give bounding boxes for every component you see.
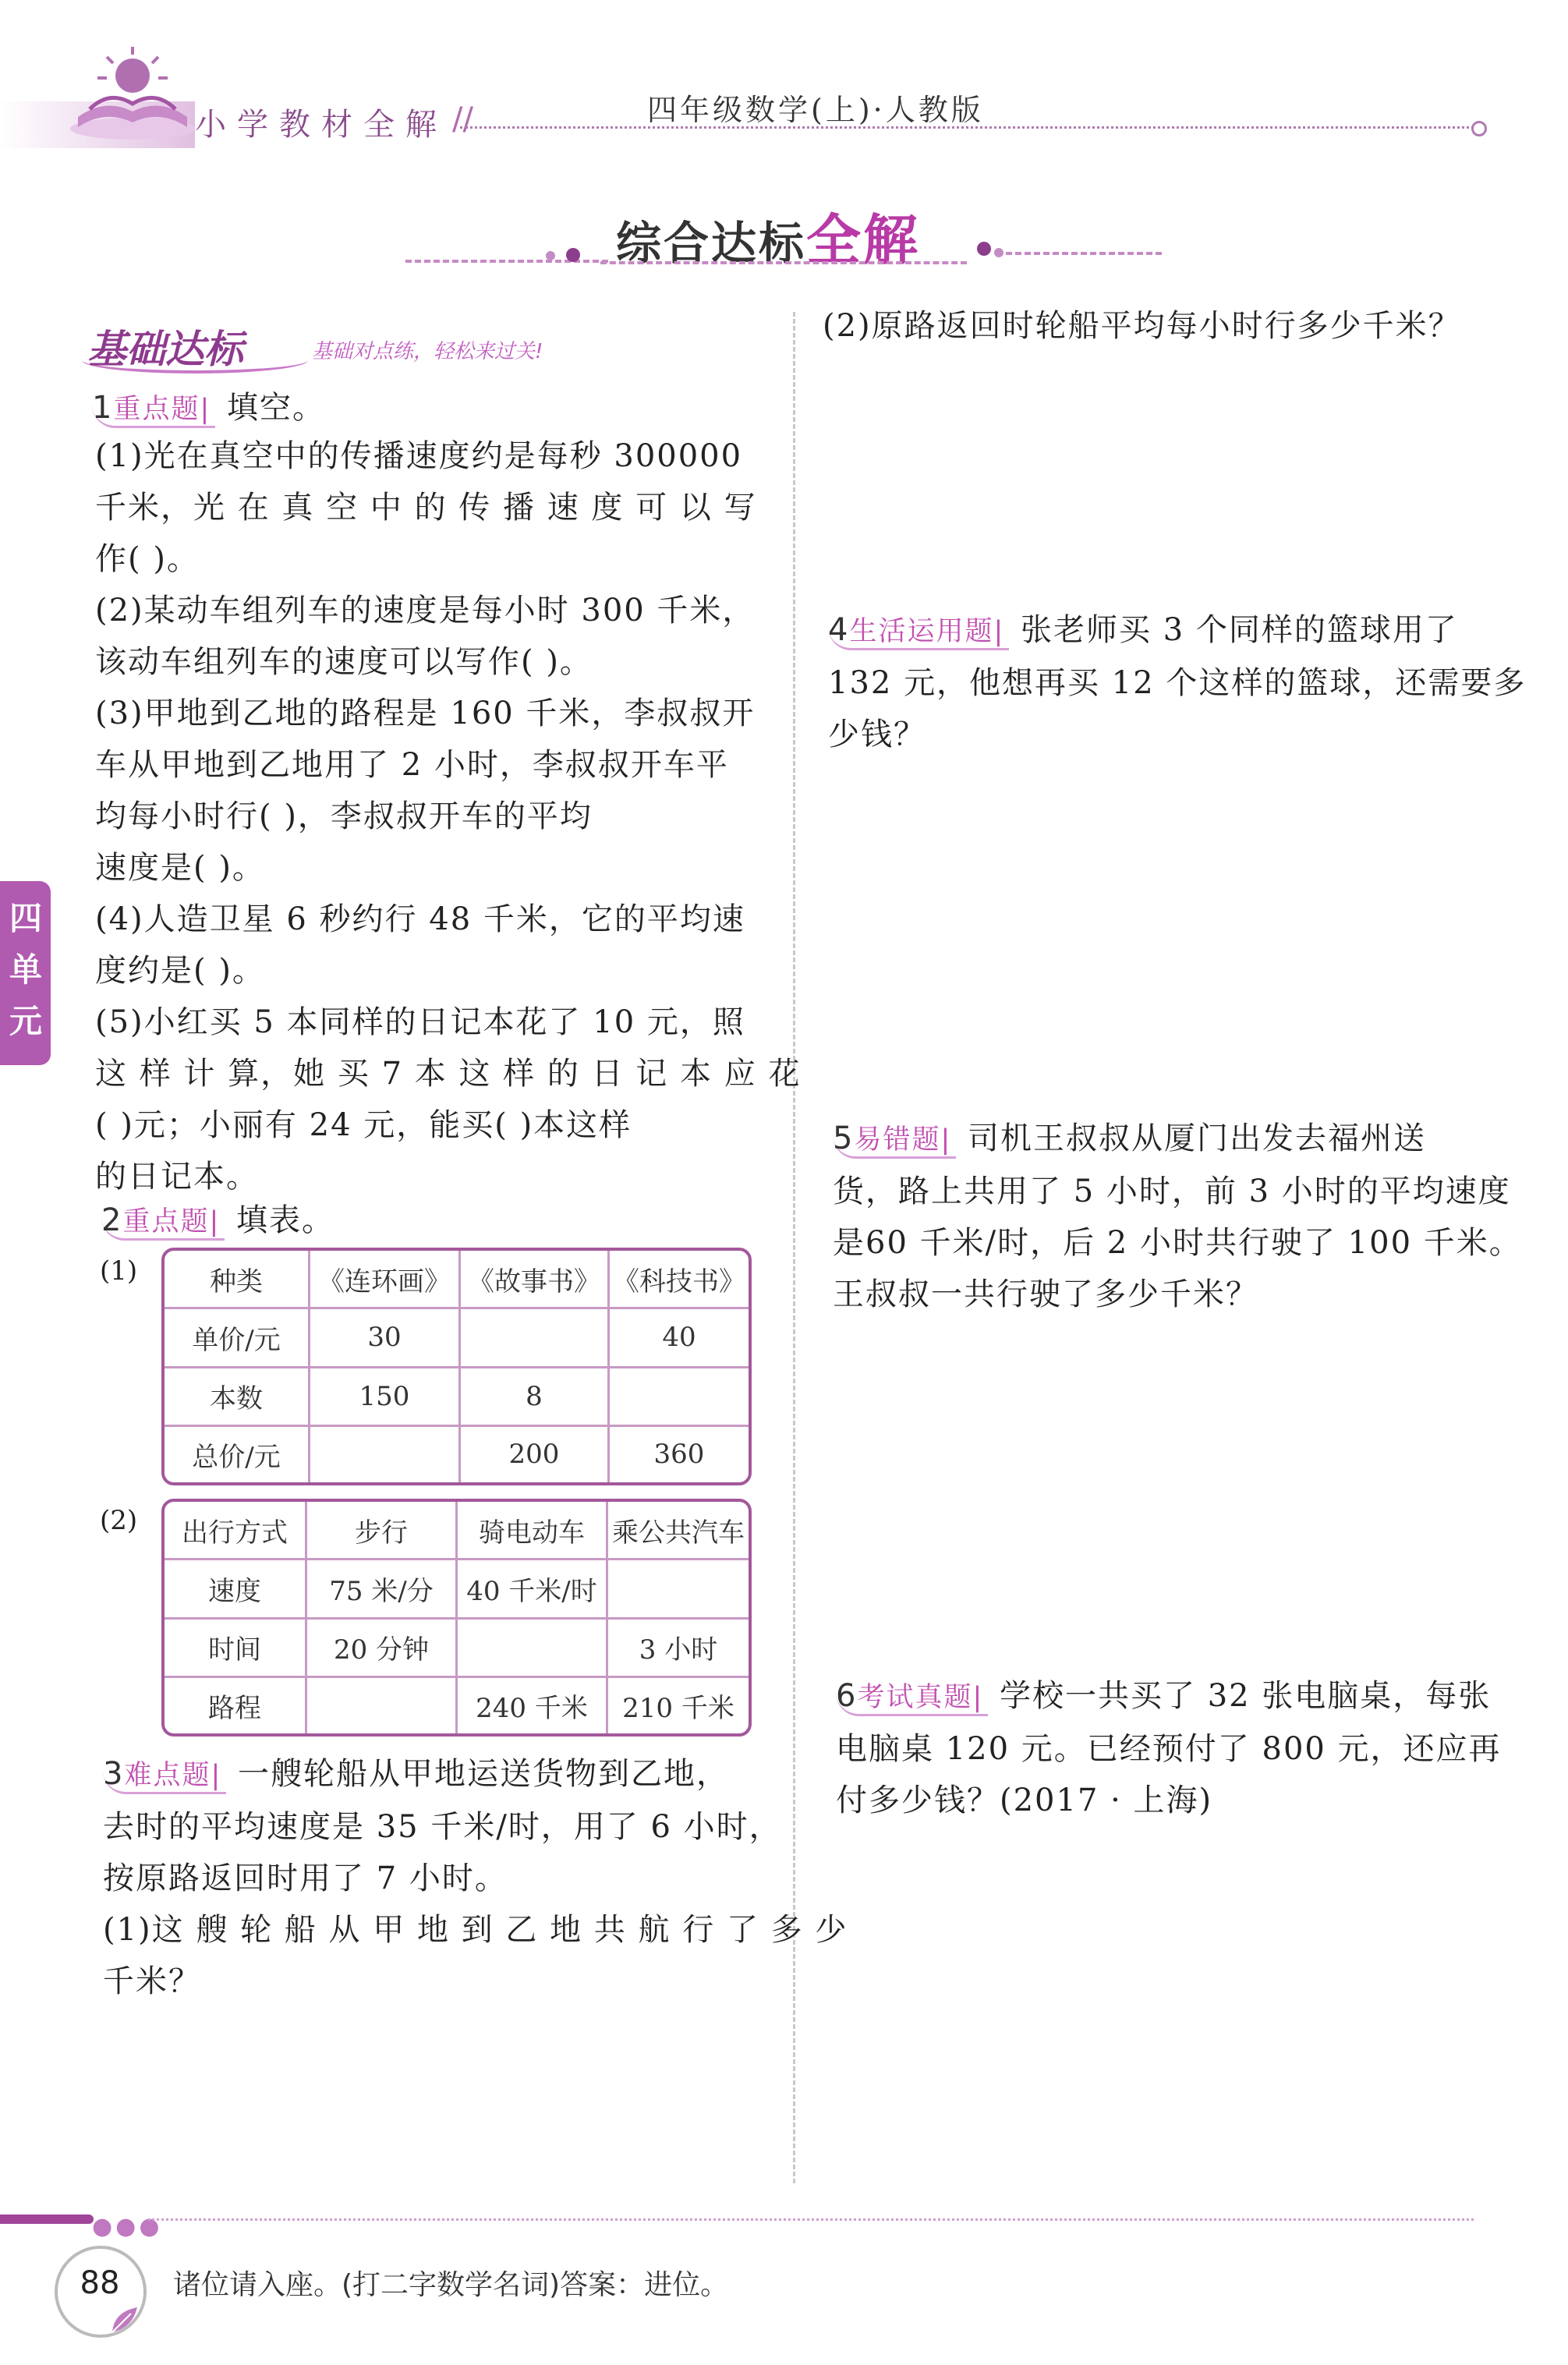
table-cell: 本数 <box>165 1368 310 1427</box>
q4-line-first: 4生活运用题| 张老师买 3 个同样的篮球用了 <box>828 604 1526 657</box>
q1-number: 1 <box>92 390 114 426</box>
q1-line: (4)人造卫星 6 秒约行 48 千米，它的平均速 <box>95 901 745 937</box>
table-cell: 40 千米/时 <box>458 1560 608 1619</box>
q2-heading: 2重点题| 填表。 <box>101 1195 334 1248</box>
q1-line: 均每小时行( )，李叔叔开车的平均 <box>95 798 593 834</box>
section-dot-left-small <box>546 251 555 260</box>
table-row <box>165 1678 749 1733</box>
table-cell: 20 分钟 <box>307 1620 458 1678</box>
q1-line: 作( )。 <box>95 541 200 577</box>
table-cell: 《科技书》 <box>610 1251 749 1309</box>
q1-body <box>95 430 801 1202</box>
table-cell <box>310 1427 461 1482</box>
q2-sub2: (2) <box>100 1505 138 1536</box>
header-rule-end <box>1471 121 1487 136</box>
footer-bar <box>0 2215 94 2224</box>
section-dot-left <box>566 248 580 262</box>
table-cell <box>458 1620 608 1678</box>
table-cell: 种类 <box>165 1251 310 1309</box>
section-title-accent: 全解 <box>806 207 921 272</box>
q6-line: 付多少钱？(2017 · 上海) <box>836 1783 1213 1818</box>
q3-line: 按原路返回时用了 7 小时。 <box>103 1860 508 1896</box>
q1-line: 度约是( )。 <box>95 953 265 989</box>
q1-line: 这 样 计 算，她 买 7 本 这 样 的 日 记 本 应 花 <box>95 1056 802 1092</box>
table-cell <box>307 1678 458 1733</box>
q2-label: 填表。 <box>235 1202 334 1238</box>
section-title-plain: 综合达标 <box>616 217 807 270</box>
q3-part2: (2)原路返回时轮船平均每小时行多少千米？ <box>823 308 1461 344</box>
table-cell: 360 <box>653 1439 705 1471</box>
table-row <box>165 1620 749 1678</box>
table-row <box>165 1368 749 1427</box>
q1-heading: 1重点题| 填空。 <box>92 382 325 435</box>
q1-line: ( )元；小丽有 24 元，能买( )本这样 <box>95 1107 632 1143</box>
book-logo-icon <box>66 43 199 144</box>
q6-line: 电脑桌 120 元。已经预付了 800 元，还应再 <box>836 1731 1502 1767</box>
q1-line: (1)光在真空中的传播速度约是每秒 300000 <box>95 438 743 474</box>
basic-title: 基础达标 <box>87 326 243 372</box>
side-tab-char: 单 <box>9 951 42 989</box>
section-dot-right-small <box>994 248 1003 257</box>
q5-line: 货，路上共用了 5 小时，前 3 小时的平均速度 <box>833 1174 1511 1209</box>
table-cell: 200 <box>461 1427 610 1482</box>
table-row <box>165 1502 749 1560</box>
q1-line: 车从甲地到乙地用了 2 小时，李叔叔开车平 <box>95 747 729 783</box>
table-cell: 30 <box>310 1309 461 1368</box>
q5-line: 是60 千米/时，后 2 小时共行驶了 100 千米。 <box>833 1225 1522 1261</box>
q5-tag: 易错题 <box>854 1124 941 1156</box>
table-cell: 出行方式 <box>165 1502 307 1560</box>
footer-rule <box>148 2218 1474 2221</box>
series-divider: // <box>452 101 473 137</box>
table-cell: 总价/元 <box>165 1427 310 1482</box>
q1-label: 填空。 <box>226 390 325 426</box>
q5-line: 司机王叔叔从厦门出发去福州送 <box>967 1121 1426 1156</box>
table-cell: 速度 <box>165 1560 307 1619</box>
q5-number: 5 <box>833 1121 855 1156</box>
table-row <box>165 1560 749 1619</box>
table-cell: 《连环画》 <box>310 1251 461 1309</box>
table-row <box>165 1309 749 1368</box>
table-cell: 骑电动车 <box>458 1502 608 1560</box>
table-cell <box>610 1368 749 1427</box>
table-cell <box>608 1560 749 1619</box>
page-number: 88 <box>80 2265 120 2301</box>
table-cell: 150 <box>310 1368 461 1427</box>
q1-line: (3)甲地到乙地的路程是 160 千米，李叔叔开 <box>95 696 756 731</box>
q1-tag: 重点题 <box>113 394 200 425</box>
table-cell: 240 千米 <box>458 1678 608 1733</box>
section-rule-under <box>600 261 967 264</box>
table-cell: 8 <box>461 1368 610 1427</box>
book-title: 四年级数学(上)·人教版 <box>647 93 984 127</box>
q2-table1 <box>161 1248 752 1485</box>
q4-line: 张老师买 3 个同样的篮球用了 <box>1020 612 1458 648</box>
table-cell: 40 <box>610 1309 749 1368</box>
table-cell: 210 千米 <box>622 1692 734 1724</box>
q6-line-first: 6考试真题| 学校一共买了 32 张电脑桌，每张 <box>836 1670 1502 1723</box>
q1-line: 的日记本。 <box>95 1159 259 1195</box>
q1-line: (2)某动车组列车的速度是每小时 300 千米， <box>95 593 756 628</box>
footer-riddle: 诸位请入座。(打二字数学名词)答案：进位。 <box>173 2269 729 2301</box>
table-cell: 时间 <box>165 1620 307 1678</box>
basic-subtitle: 基础对点练，轻松来过关! <box>312 340 543 363</box>
q2-table2 <box>161 1499 752 1737</box>
footer-dots: ●●● <box>92 2213 163 2240</box>
table-cell: 75 米/分 <box>307 1560 458 1619</box>
q3-tag: 难点题 <box>124 1760 211 1791</box>
q5-line: 王叔叔一共行驶了多少千米？ <box>833 1276 1258 1312</box>
q6-line: 学校一共买了 32 张电脑桌，每张 <box>999 1678 1492 1714</box>
table-cell: 3 小时 <box>608 1620 749 1678</box>
q6-tag: 考试真题 <box>857 1682 973 1713</box>
series-name: 小学教材全解 <box>195 107 448 143</box>
q1-line: (5)小红买 5 本同样的日记本花了 10 元，照 <box>95 1004 745 1040</box>
q3-line: 一艘轮船从甲地运送货物到乙地， <box>237 1756 729 1792</box>
q3-number: 3 <box>103 1756 125 1792</box>
table-cell: 单价/元 <box>165 1309 310 1368</box>
section-dot-right <box>977 242 991 256</box>
table-row <box>165 1427 749 1482</box>
section-rule-right <box>1006 252 1162 255</box>
q4-body <box>828 604 1526 760</box>
q1-line: 该动车组列车的速度可以写作( )。 <box>95 644 593 680</box>
table-cell: 乘公共汽车 <box>608 1502 749 1560</box>
unit-side-label <box>6 893 45 1047</box>
q3-line-first: 3难点题| 一艘轮船从甲地运送货物到乙地， <box>103 1748 848 1801</box>
side-tab-char: 四 <box>9 899 42 937</box>
q3-body <box>103 1748 848 2007</box>
table-cell: 《故事书》 <box>461 1251 610 1309</box>
q2-number: 2 <box>101 1202 123 1238</box>
table-row <box>165 1251 749 1309</box>
q5-line-first: 5易错题| 司机王叔叔从厦门出发去福州送 <box>833 1113 1522 1166</box>
q3-line: 去时的平均速度是 35 千米/时，用了 6 小时， <box>103 1809 782 1845</box>
table-cell <box>461 1309 610 1368</box>
q4-tag: 生活运用题 <box>849 616 994 647</box>
q6-body <box>836 1670 1502 1826</box>
q4-line: 132 元，他想再买 12 个这样的篮球，还需要多 <box>828 665 1527 701</box>
q6-number: 6 <box>836 1678 858 1714</box>
q3-line: 千米？ <box>103 1963 201 1999</box>
q1-line: 千米，光 在 真 空 中 的 传 播 速 度 可 以 写 <box>95 490 757 526</box>
q3-line: (1)这 艘 轮 船 从 甲 地 到 乙 地 共 航 行 了 多 少 <box>103 1912 848 1948</box>
table-cell: 路程 <box>165 1678 307 1733</box>
q2-tag: 重点题 <box>122 1206 210 1237</box>
q5-body <box>833 1113 1522 1320</box>
q1-line: 速度是( )。 <box>95 850 265 886</box>
table-cell: 步行 <box>307 1502 458 1560</box>
q2-sub1: (1) <box>100 1255 138 1287</box>
leaf-icon <box>109 2304 140 2335</box>
side-tab-char: 元 <box>9 1002 42 1040</box>
q4-line: 少钱？ <box>828 717 926 752</box>
q4-number: 4 <box>828 612 850 648</box>
